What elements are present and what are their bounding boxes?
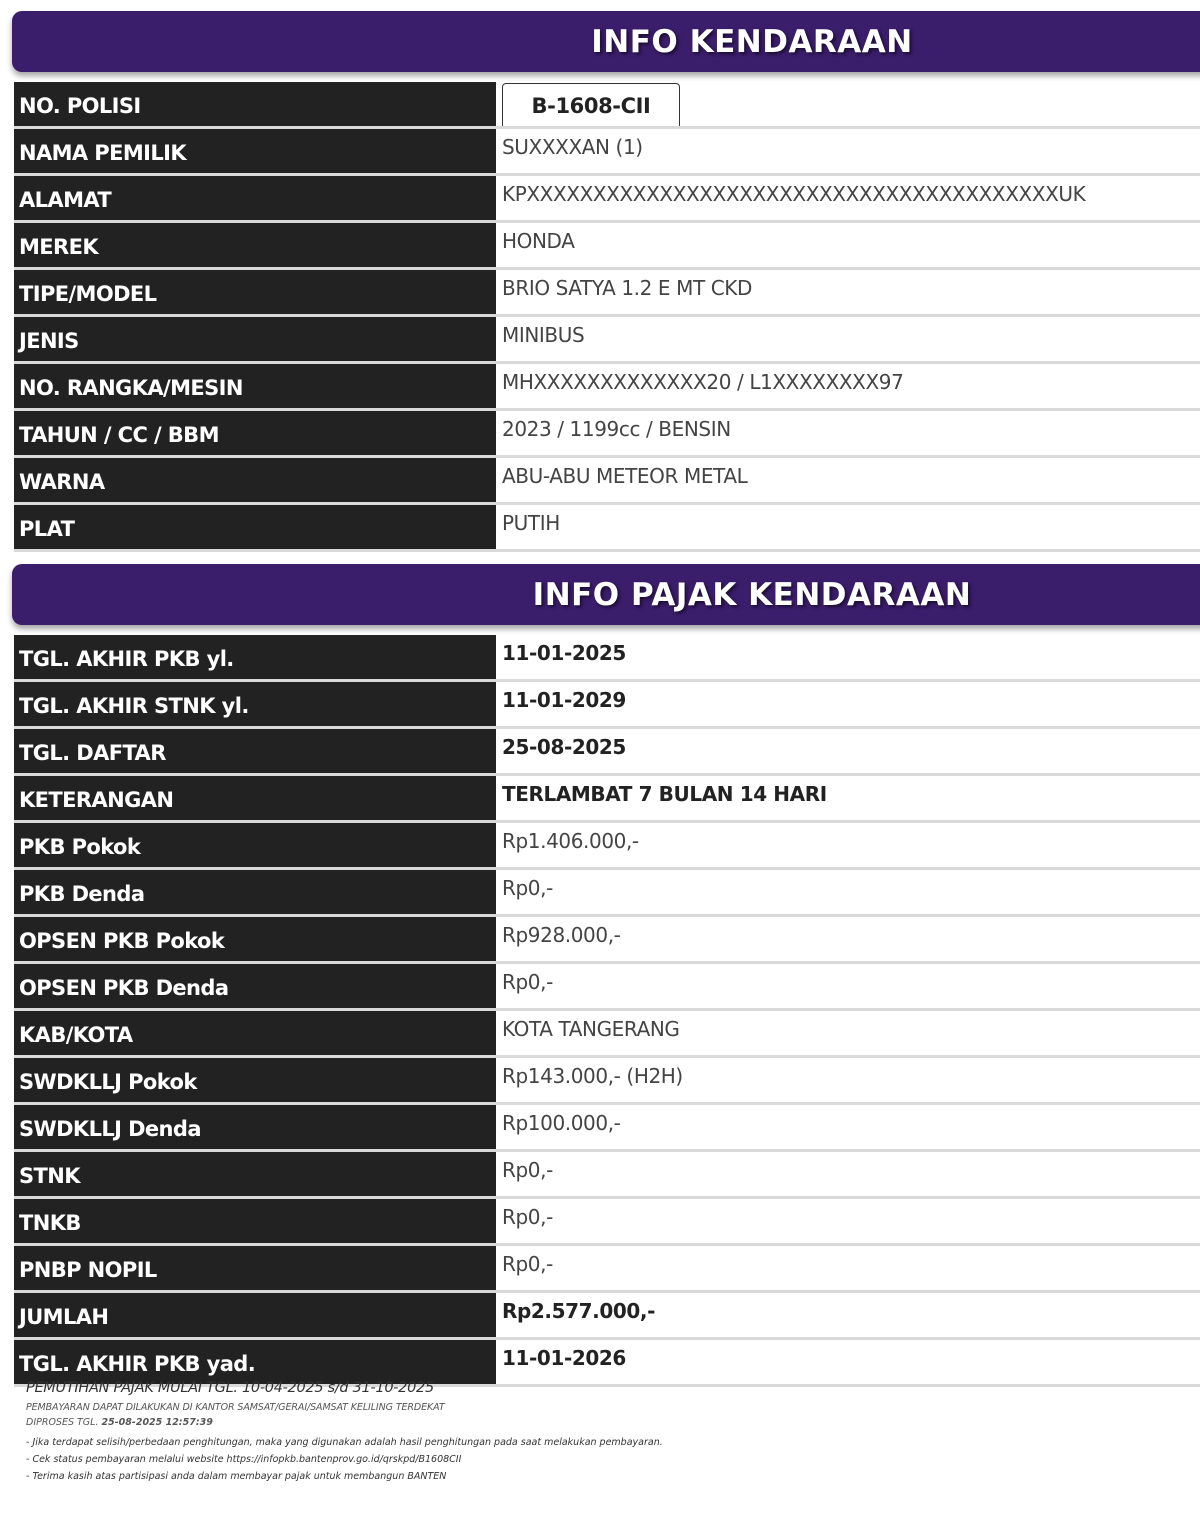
- table-row: [14, 411, 1200, 458]
- processed-date: [26, 1417, 1176, 1428]
- row-value: Rp100.000,-: [496, 1105, 1200, 1149]
- table-row: [14, 223, 1200, 270]
- row-value: TERLAMBAT 7 BULAN 14 HARI: [496, 776, 1200, 820]
- row-value: Rp0,-: [496, 1152, 1200, 1196]
- row-label: TGL. AKHIR STNK yl.: [14, 682, 496, 726]
- row-label: KETERANGAN: [14, 776, 496, 820]
- table-row: [14, 776, 1200, 823]
- payment-location-note: PEMBAYARAN DAPAT DILAKUKAN DI KANTOR SAMSAT/GERAI/SAMSAT KELILING TERDEKAT: [26, 1402, 445, 1413]
- table-row: [14, 364, 1200, 411]
- row-label: OPSEN PKB Denda: [14, 964, 496, 1008]
- total-amount: Rp2.577.000,-: [496, 1293, 1200, 1337]
- row-value: KOTA TANGERANG: [496, 1011, 1200, 1055]
- table-row: [14, 317, 1200, 364]
- table-row: [14, 1011, 1200, 1058]
- row-label: SWDKLLJ Denda: [14, 1105, 496, 1149]
- notes-list: [26, 1434, 1176, 1485]
- row-label: NAMA PEMILIK: [14, 129, 496, 173]
- table-row: [14, 1246, 1200, 1293]
- row-label: JUMLAH: [14, 1293, 496, 1337]
- row-label: PKB Pokok: [14, 823, 496, 867]
- table-row: [14, 270, 1200, 317]
- row-label: SWDKLLJ Pokok: [14, 1058, 496, 1102]
- row-value: ABU-ABU METEOR METAL: [496, 458, 1200, 502]
- row-value: 2023 / 1199cc / BENSIN: [496, 411, 1200, 455]
- row-value: Rp928.000,-: [496, 917, 1200, 961]
- row-label: JENIS: [14, 317, 496, 361]
- table-row: [14, 82, 1200, 129]
- table-row: [14, 176, 1200, 223]
- table-row: [14, 729, 1200, 776]
- row-value: Rp0,-: [496, 1199, 1200, 1243]
- row-label: TAHUN / CC / BBM: [14, 411, 496, 455]
- table-row: [14, 635, 1200, 682]
- vehicle-info-header: [12, 11, 1200, 72]
- list-item: - Cek status pembayaran melalui website https://infopkb.bantenprov.go.id/qrskpd/B1608CII: [26, 1454, 462, 1465]
- processed-label: DIPROSES TGL.: [26, 1417, 99, 1428]
- row-label: PKB Denda: [14, 870, 496, 914]
- table-row: [14, 823, 1200, 870]
- tax-info-table: [14, 635, 1200, 1387]
- table-row: [14, 505, 1200, 552]
- row-label: TGL. DAFTAR: [14, 729, 496, 773]
- row-label: TGL. AKHIR PKB yl.: [14, 635, 496, 679]
- table-row: [14, 682, 1200, 729]
- table-row: [14, 870, 1200, 917]
- row-value: 11-01-2026: [496, 1340, 1200, 1384]
- row-label: WARNA: [14, 458, 496, 502]
- table-row: [14, 917, 1200, 964]
- row-value: BRIO SATYA 1.2 E MT CKD: [496, 270, 1200, 314]
- row-label: MEREK: [14, 223, 496, 267]
- table-row: [14, 1293, 1200, 1340]
- row-value: Rp143.000,- (H2H): [496, 1058, 1200, 1102]
- row-label: TGL. AKHIR PKB yad.: [14, 1340, 496, 1384]
- license-plate-badge: B-1608-CII: [502, 83, 680, 126]
- vehicle-info-title: INFO KENDARAAN: [591, 23, 913, 60]
- table-row: [14, 1105, 1200, 1152]
- list-item: - Terima kasih atas partisipasi anda dalam membayar pajak untuk membangun BANTEN: [26, 1471, 447, 1482]
- row-label: KAB/KOTA: [14, 1011, 496, 1055]
- row-label: STNK: [14, 1152, 496, 1196]
- vehicle-info-table: [14, 82, 1200, 552]
- row-label: NO. RANGKA/MESIN: [14, 364, 496, 408]
- row-label: NO. POLISI: [14, 82, 496, 126]
- table-row: [14, 1199, 1200, 1246]
- row-label: PLAT: [14, 505, 496, 549]
- tax-info-header: [12, 564, 1200, 625]
- table-row: [14, 964, 1200, 1011]
- row-label: TIPE/MODEL: [14, 270, 496, 314]
- row-value: MHXXXXXXXXXXXXX20 / L1XXXXXXXX97: [496, 364, 1200, 408]
- row-value: Rp1.406.000,-: [496, 823, 1200, 867]
- row-label: PNBP NOPIL: [14, 1246, 496, 1290]
- processed-value: 25-08-2025 12:57:39: [101, 1417, 213, 1428]
- row-value: 25-08-2025: [496, 729, 1200, 773]
- whitening-note: PEMUTIHAN PAJAK MULAI TGL. 10-04-2025 s/d 31-10-2025: [26, 1380, 434, 1396]
- table-row: [14, 1152, 1200, 1199]
- row-value: SUXXXXAN (1): [496, 129, 1200, 173]
- row-value: PUTIH: [496, 505, 1200, 549]
- row-label: ALAMAT: [14, 176, 496, 220]
- row-value: 11-01-2029: [496, 682, 1200, 726]
- table-row: [14, 1058, 1200, 1105]
- row-value: KPXXXXXXXXXXXXXXXXXXXXXXXXXXXXXXXXXXXXXXXXUK: [496, 176, 1200, 220]
- row-value: HONDA: [496, 223, 1200, 267]
- row-label: OPSEN PKB Pokok: [14, 917, 496, 961]
- tax-info-title: INFO PAJAK KENDARAAN: [532, 576, 972, 613]
- table-row: [14, 129, 1200, 176]
- list-item: - Jika terdapat selisih/perbedaan penghitungan, maka yang digunakan adalah hasil penghitungan pada saat melakukan pembayaran.: [26, 1437, 663, 1448]
- row-value: MINIBUS: [496, 317, 1200, 361]
- row-label: TNKB: [14, 1199, 496, 1243]
- row-value: Rp0,-: [496, 1246, 1200, 1290]
- row-value: 11-01-2025: [496, 635, 1200, 679]
- table-row: [14, 458, 1200, 505]
- row-value: Rp0,-: [496, 964, 1200, 1008]
- row-value: [496, 82, 1200, 126]
- row-value: Rp0,-: [496, 870, 1200, 914]
- footer-notes: [26, 1380, 1176, 1485]
